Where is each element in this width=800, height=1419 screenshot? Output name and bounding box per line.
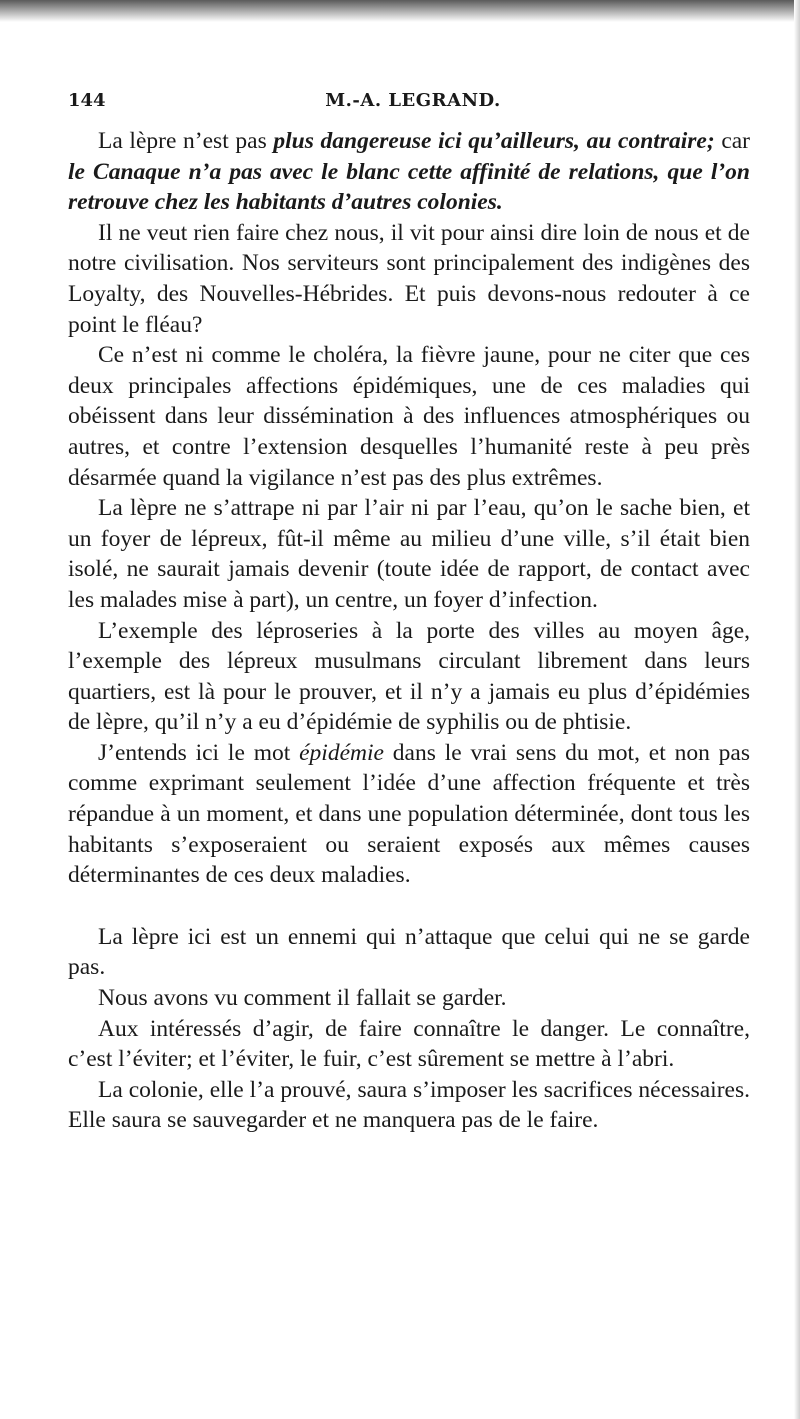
paragraph-6: [68, 738, 750, 891]
paragraph-1-italic-a: plus dangereuse ici qu’ailleurs, au contraire;: [273, 128, 715, 154]
paragraph-1: [68, 126, 750, 218]
scan-top-shadow: [0, 0, 800, 22]
paragraph-6-italic: épidémie: [299, 739, 384, 766]
paragraph-2: Il ne veut rien faire chez nous, il vit pour ainsi dire loin de nous et de notre civilisation. Nos serviteurs sont principalement des indigènes des Loyalty, des Nouvelles-Hébrides. Et puis devons-nous redouter à ce point le fléau?: [68, 219, 750, 338]
page-body: [68, 126, 750, 1136]
paragraph-6-text-b: dans le vrai sens du mot, et non pas comme exprimant seulement l’idée d’une affection fréquente et très répandue à un moment, et dans une population déterminée, dont tous les habitants s’exposeraient ou seraient exposés aux mêmes causes déterminantes de ces deux maladies.: [68, 739, 751, 889]
page-number: 144: [68, 90, 106, 111]
paragraph-8: Nous avons vu comment il fallait se garder.: [98, 985, 507, 1012]
paragraph-9: Aux intéressés d’agir, de faire connaître le danger. Le connaître, c’est l’éviter; et l’éviter, le fuir, c’est sûrement se mettre à l’abri.: [68, 1015, 750, 1073]
paragraph-1-text-b: car: [714, 128, 751, 154]
paragraph-3: Ce n’est ni comme le choléra, la fièvre jaune, pour ne citer que ces deux principales affections épidémiques, une de ces maladies qui obéissent dans leur dissémination à des influences atmosphériques ou autres, et contre l’extension desquelles l’humanité reste à peu près désarmée quand la vigilance n’est pas des plus extrêmes.: [68, 342, 750, 491]
paragraph-6-text-a: J’entends ici le mot: [98, 739, 300, 766]
page-header: [68, 86, 750, 116]
paragraph-4: La lèpre ne s’attrape ni par l’air ni par l’eau, qu’on le sache bien, et un foyer de lépreux, fût-il même au milieu d’une ville, s’il était bien isolé, ne saurait jamais devenir (toute idée de rapport, de contact avec les malades mise à part), un centre, un foyer d’infection.: [68, 495, 750, 613]
paragraph-1-text-a: La lèpre n’est pas: [98, 128, 274, 154]
paragraph-5: L’exemple des léproseries à la porte des villes au moyen âge, l’exemple des lépreux musulmans circulant librement dans leurs quartiers, est là pour le prouver, et il n’y a jamais eu plus d’épidémies de lèpre, qu’il n’y a eu d’épidémie de syphilis ou de phtisie.: [68, 617, 750, 736]
paragraph-1-italic-b: le Canaque n’a pas avec le blanc cette affinité de relations, que l’on retrouve chez les habitants d’autres colonies.: [68, 158, 750, 216]
paragraph-10: La colonie, elle l’a prouvé, saura s’imposer les sacrifices nécessaires. Elle saura se sauvegarder et ne manquera pas de le faire.: [68, 1076, 750, 1134]
running-title: M.-A. LEGRAND.: [325, 90, 501, 111]
paragraph-7: La lèpre ici est un ennemi qui n’attaque que celui qui ne se garde pas.: [68, 923, 750, 981]
scan-right-edge: [794, 0, 800, 1419]
